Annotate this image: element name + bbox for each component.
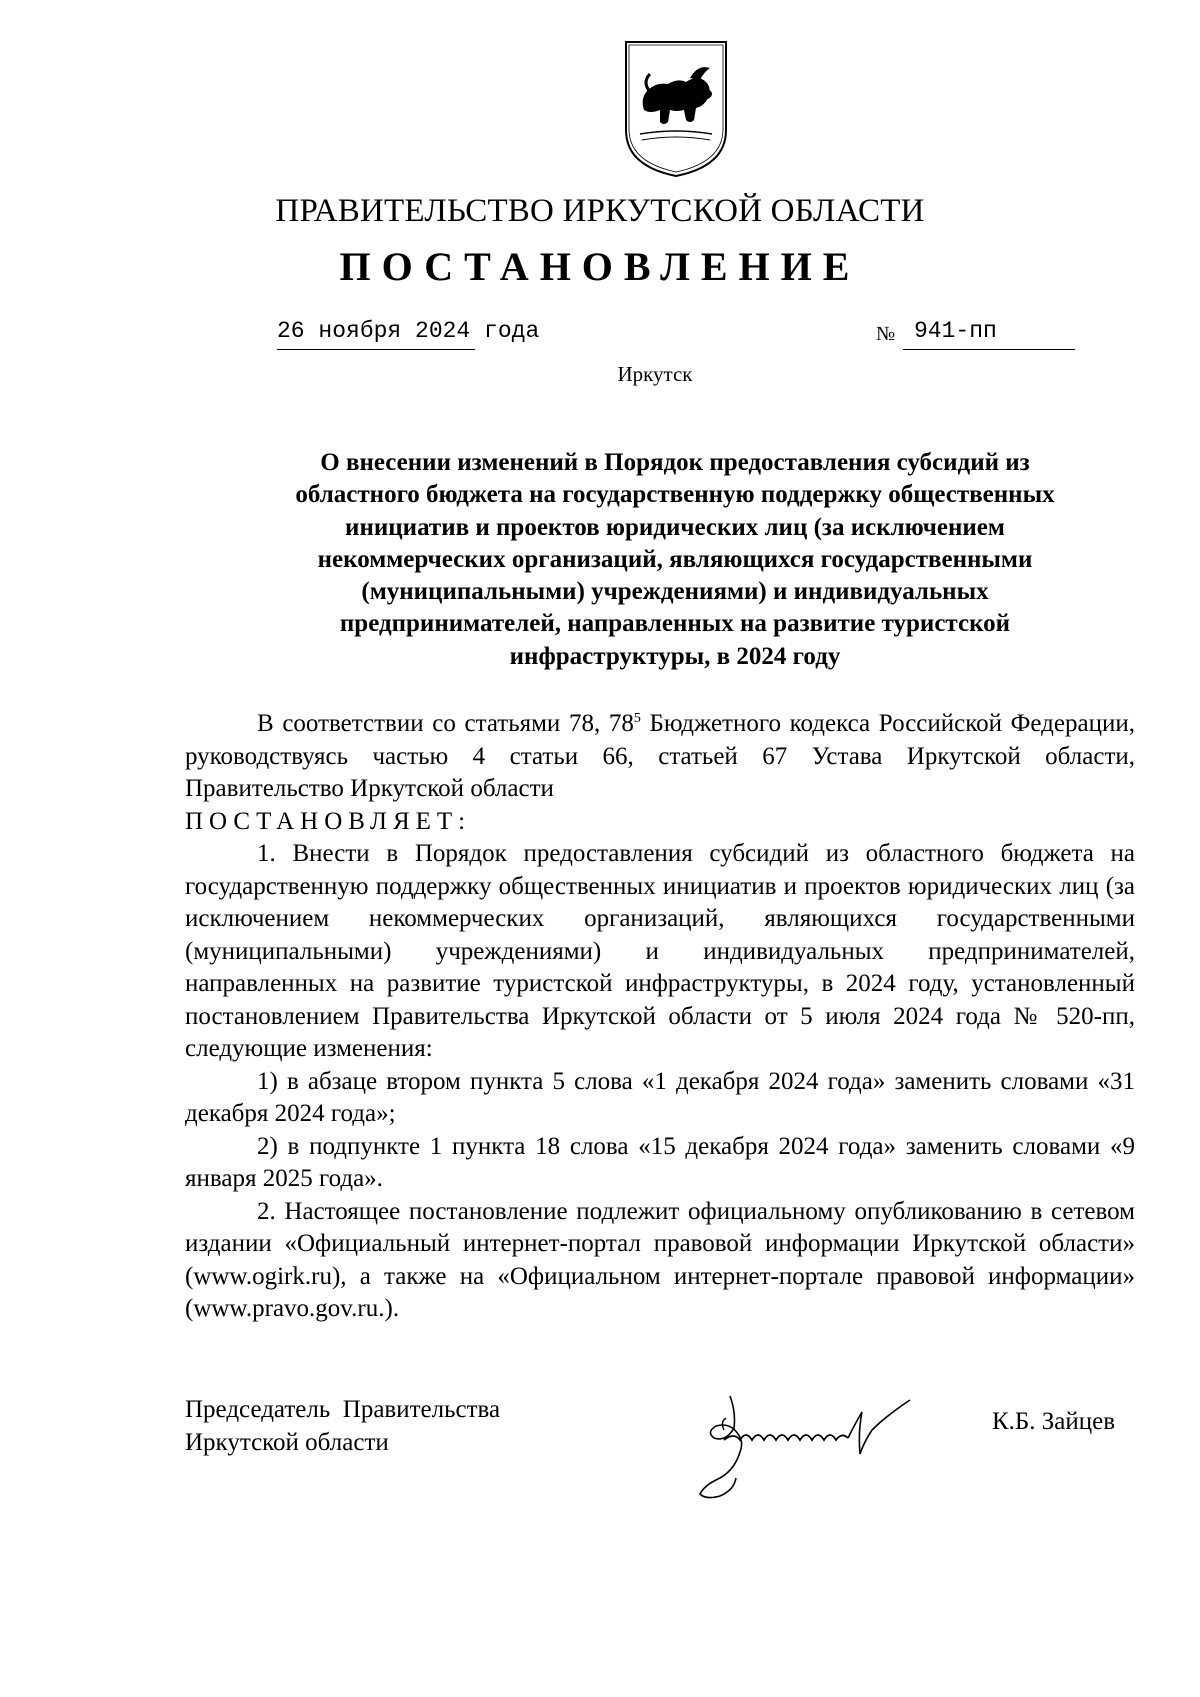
decree-word: ПОСТАНОВЛЯЕТ: [185,807,472,835]
government-name: ПРАВИТЕЛЬСТВО ИРКУТСКОЙ ОБЛАСТИ [275,193,925,229]
document-date: 26 ноября 2024 года [277,318,540,344]
signatory-name: К.Б. Зайцев [992,1408,1116,1435]
document-number: 941-пп [914,318,997,344]
preamble-paragraph [185,708,1135,806]
heading-line: предпринимателей, направленных на развитие туристской [339,610,1011,638]
sub-item-2-paragraph: 2) в подпункте 1 пункта 18 слова «15 декабря 2024 года» заменить словами «9 января 2025 года». [185,1132,1135,1192]
date-underline [277,349,475,350]
document-heading [150,447,1200,673]
item-2-paragraph: 2. Настоящее постановление подлежит официальному опубликованию в сетевом издании «Официальный интернет-портал правовой информации Иркутской области» (www.ogirk.ru), а также на «Официальном интернет-портале правовой информации» (www.pravo.gov.ru.). [185,1197,1135,1322]
heading-line: О внесении изменений в Порядок предоставления субсидий из [320,449,1030,476]
signatory-position [185,1393,500,1459]
item-1-paragraph: 1. Внести в Порядок предоставления субсидий из областного бюджета на государственную поддержку общественных инициатив и проектов юридических лиц (за исключением некоммерческих организаций, являющихся государственными (муниципальными) учреждениями) и индивидуальных предпринимателей, направленных на развитие туристской инфраструктуры, в 2024 году, установленный постановлением Правительства Иркутской области от 5 июля 2024 года № 520-пп, следующие изменения: [185,840,1135,1062]
document-body [185,708,1135,1326]
sub-item-1-paragraph: 1) в абзаце втором пункта 5 слова «1 декабря 2024 года» заменить словами «31 декабря 2024 года»; [185,1067,1135,1127]
coat-of-arms-icon [620,38,732,180]
preamble-text-end: Бюджетного кодекса Российской Федерации, руководствуясь частью 4 статьи 66, статьей 67 Устава Иркутской области, Правительство Иркутской области [185,710,1135,802]
number-underline [903,349,1075,350]
article-superscript: 5 [633,711,641,726]
preamble-text: В соответствии со статьями 78, 78 [257,710,634,737]
position-line: Председатель Правительства [185,1396,501,1423]
position-line: Иркутской области [185,1429,389,1456]
heading-line: инфраструктуры, в 2024 году [509,642,841,670]
heading-line: (муниципальными) учреждениями) и индивидуальных [361,578,989,606]
number-sign: № [876,323,896,345]
handwritten-signature-icon [690,1382,950,1502]
heading-line: инициатив и проектов юридических лиц (за исключением [345,513,1005,541]
heading-line: некоммерческих организаций, являющихся государственными [317,545,1033,573]
heading-line: областного бюджета на государственную поддержку общественных [295,481,1055,509]
document-type-title: ПОСТАНОВЛЕНИЕ [339,244,861,289]
city: Иркутск [617,362,693,386]
